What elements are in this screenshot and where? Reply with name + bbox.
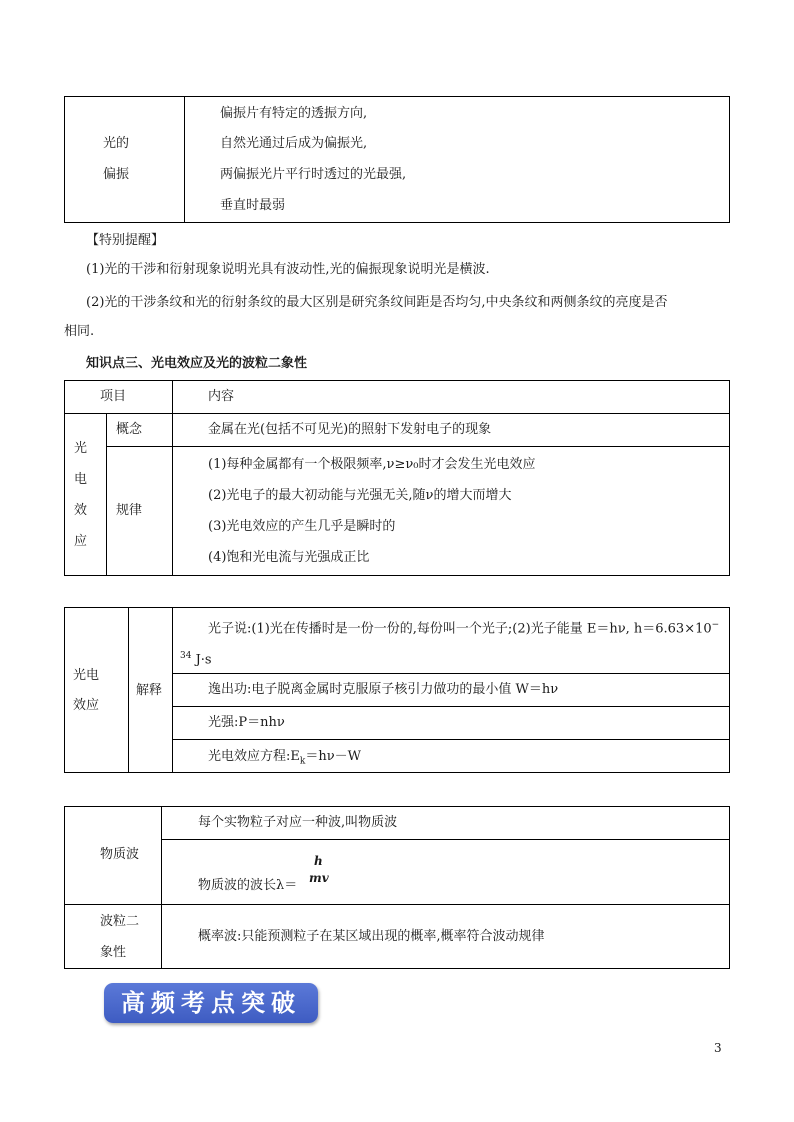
matter-wave-text: 每个实物粒子对应一种波,叫物质波 [198,815,398,830]
photon-theory: 光子说:(1)光在传播时是一份一份的,每份叫一个光子;(2)光子能量 E＝hν, h＝6.63×10− [208,620,720,637]
wavelength-text: 物质波的波长λ＝ [198,878,298,893]
work-function: 逸出功:电子脱离金属时克服原子核引力做功的最小值 W＝hν [208,682,559,697]
polarization-line: 两偏振光片平行时透过的光最强, [220,167,407,182]
header-item: 项目 [100,389,127,404]
duality-label-1: 波粒二 [100,914,140,929]
notice-item-2-cont: 相同. [64,324,95,339]
section-title: 知识点三、光电效应及光的波粒二象性 [86,356,308,371]
group-char: 电 [74,472,88,487]
group-label-2: 效应 [73,698,100,713]
matter-wave-label: 物质波 [100,847,140,862]
law-line: (4)饱和光电流与光强成正比 [208,550,370,565]
notice-title: 【特别提醒】 [86,233,165,248]
photoelectric-equation: 光电效应方程$:E_k=h\nu-W$ [208,749,361,767]
polarization-label-1: 光的 [103,136,130,151]
law-line: (1)每种金属都有一个极限频率,ν≥ν₀时才会发生光电效应 [208,457,536,472]
probability-wave: 概率波:只能预测粒子在某区域出现的概率,概率符合波动规律 [198,929,545,944]
law-label: 规律 [116,503,143,518]
group-char: 光 [74,441,88,456]
fraction-denominator: mv [309,871,329,885]
law-line: (3)光电效应的产生几乎是瞬时的 [208,519,396,534]
photon-theory-cont: $^{34}$ J·s [180,651,212,668]
fraction-numerator: h [314,854,323,868]
light-intensity: 光强:P＝nhν [208,715,285,730]
group-char: 应 [74,534,88,549]
polarization-line: 自然光通过后成为偏振光, [220,136,368,151]
duality-label-2: 象性 [100,945,127,960]
page-number: 3 [714,1041,722,1055]
notice-item-1: (1)光的干涉和衍射现象说明光具有波动性,光的偏振现象说明光是横波. [86,262,490,277]
law-line: (2)光电子的最大初动能与光强无关,随ν的增大而增大 [208,488,512,503]
polarization-label-2: 偏振 [103,167,130,182]
explanation-label: 解释 [136,683,163,698]
group-char: 效 [74,503,88,518]
section-banner: 高频考点突破 [104,983,318,1023]
polarization-line: 垂直时最弱 [220,198,286,213]
notice-item-2: (2)光的干涉条纹和光的衍射条纹的最大区别是研究条纹间距是否均匀,中央条纹和两侧条纹的亮度是否 [86,295,668,310]
concept-text: 金属在光(包括不可见光)的照射下发射电子的现象 [208,422,492,437]
concept-label: 概念 [116,422,143,437]
polarization-line: 偏振片有特定的透振方向, [220,106,368,121]
group-label-1: 光电 [73,668,100,683]
header-content: 内容 [208,389,235,404]
